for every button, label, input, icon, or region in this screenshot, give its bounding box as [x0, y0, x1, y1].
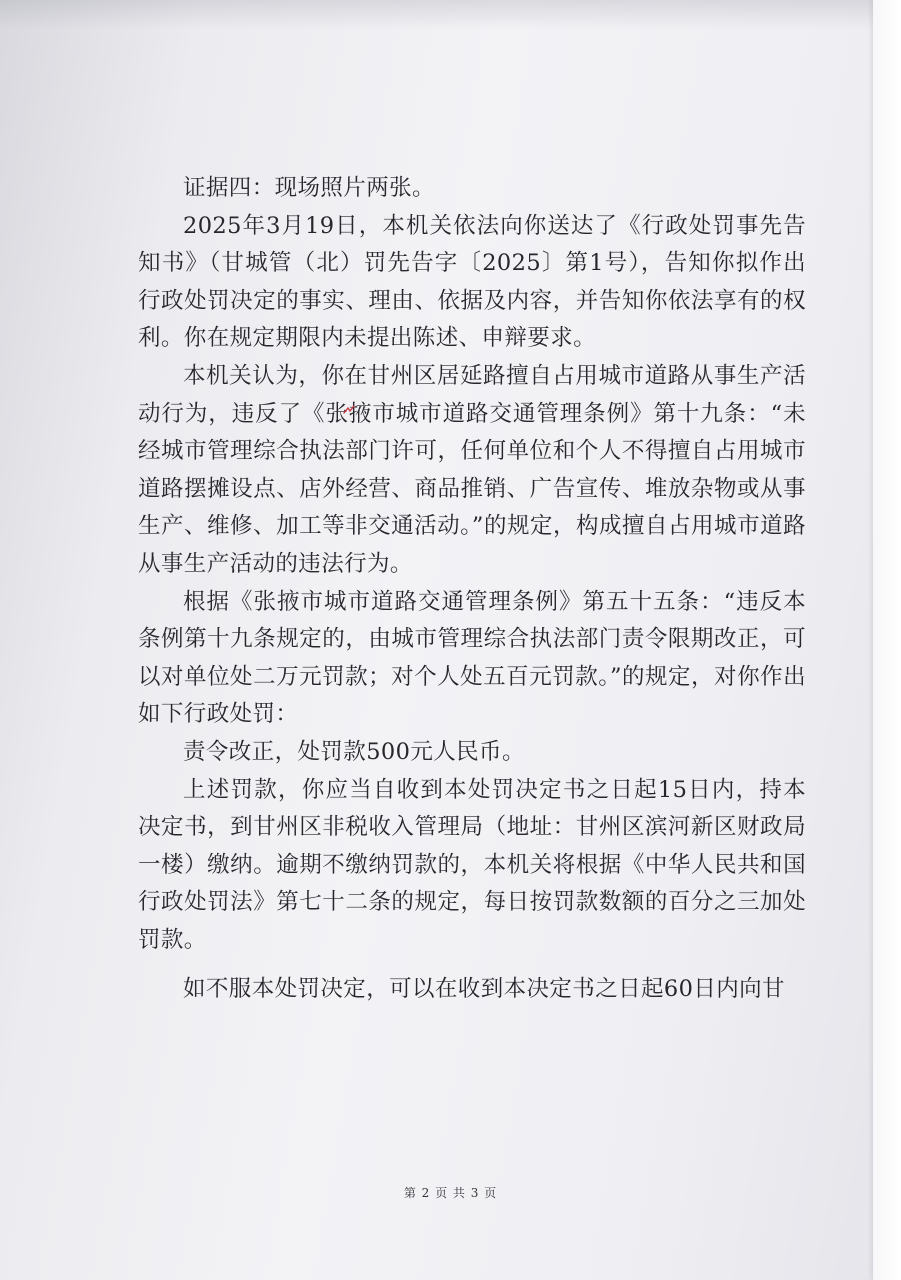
page-top-shadow	[0, 0, 901, 30]
paragraph-payment: 上述罚款，你应当自收到本处罚决定书之日起15日内，持本决定书，到甘州区非税收入管理局（地址：甘州区滨河新区财政局一楼）缴纳。逾期不缴纳罚款的，本机关将根据《中华人民共和国行政处罚法》第七十二条的规定，每日按罚款数额的百分之三加处罚款。	[138, 776, 806, 953]
document-body	[138, 170, 806, 1009]
paragraph-appeal: 如不服本处罚决定，可以在收到本决定书之日起60日内向甘	[183, 976, 785, 1003]
page-footer: 第 2 页 共 3 页	[403, 1186, 498, 1200]
paragraph-finding: 本机关认为，你在甘州区居延路擅自占用城市道路从事生产活动行为，违反了《张掖市城市道路交通管理条例》第十九条：“未经城市管理综合执法部门许可，任何单位和个人不得擅自占用城市道路摆摊设点、店外经营、商品推销、广告宣传、堆放杂物或从事生产、维修、加工等非交通活动。”的规定，构成擅自占用城市道路从事生产活动的违法行为。	[138, 362, 806, 577]
paragraph-legal-basis: 根据《张掖市城市道路交通管理条例》第五十五条：“违反本条例第十九条规定的，由城市管理综合执法部门责令限期改正，可以对单位处二万元罚款；对个人处五百元罚款。”的规定，对你作出如下行政处罚：	[138, 588, 806, 728]
paragraph-evidence-four: 证据四：现场照片两张。	[183, 175, 435, 201]
paragraph-penalty: 责令改正，处罚款500元人民币。	[183, 738, 525, 765]
red-ink-mark-icon	[342, 404, 356, 416]
paragraph-prior-notice: 2025年3月19日，本机关依法向你送达了《行政处罚事先告知书》（甘城管（北）罚先告字〔2025〕第1号），告知你拟作出行政处罚决定的事实、理由、依据及内容，并告知你依法享有的权利。你在规定期限内未提出陈述、申辩要求。	[138, 212, 806, 352]
underlying-sheet-edge	[873, 0, 901, 1280]
